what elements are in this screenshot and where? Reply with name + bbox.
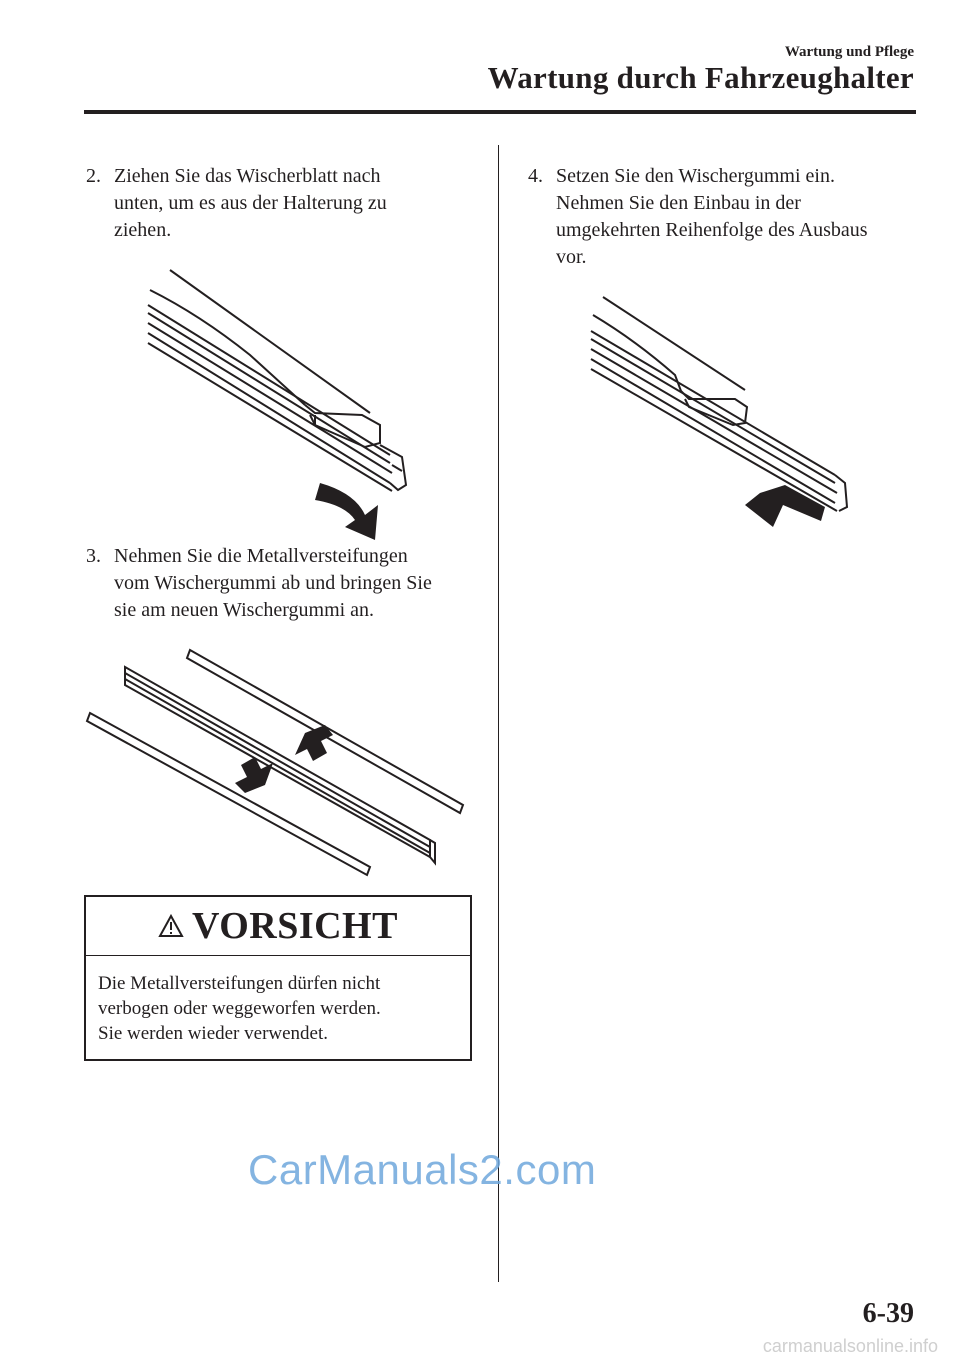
caution-line: verbogen oder weggeworfen werden. [98,998,381,1019]
arrow-icon [235,757,273,793]
caution-box [84,895,472,1061]
warning-triangle-icon [158,914,184,938]
step-text-line: unten, um es aus der Halterung zu [114,192,387,214]
section-label: Wartung und Pflege [784,44,914,60]
arrow-icon [295,725,333,761]
arrow-icon [315,483,378,540]
caution-line: Die Metallversteifungen dürfen nicht [98,973,381,994]
step-text-line: Nehmen Sie den Einbau in der [556,192,801,214]
step-text-line: sie am neuen Wischergummi an. [114,599,375,621]
metal-strips-illustration [85,645,470,875]
page-title: Wartung durch Fahrzeughalter [487,60,914,95]
step-text-line: umgekehrten Reihenfolge des Ausbaus [556,219,868,241]
step-text-line: Nehmen Sie die Metallversteifungen [114,545,408,567]
watermark: CarManuals2.com [248,1146,597,1193]
page-number: 6-39 [862,1298,914,1329]
step-number: 3. [86,545,101,567]
step-text-line: Setzen Sie den Wischergummi ein. [556,165,835,187]
caution-line: Sie werden wieder verwendet. [98,1023,329,1044]
caution-header [86,897,470,956]
column-divider [498,145,499,1282]
step-text-line: vor. [556,246,587,268]
step-number: 4. [528,165,543,187]
wiper-insertion-illustration [585,295,865,545]
step-text-line: vom Wischergummi ab und bringen Sie [114,572,432,594]
step-text-line: ziehen. [114,219,172,241]
caution-title: VORSICHT [192,905,398,947]
footer-site: carmanualsonline.info [762,1336,938,1356]
wiper-removal-illustration [140,265,420,545]
caution-text [98,971,381,1046]
step-text-line: Ziehen Sie das Wischerblatt nach [114,165,381,187]
arrow-icon [745,485,825,527]
header-rule [84,110,916,114]
step-number: 2. [86,165,101,187]
